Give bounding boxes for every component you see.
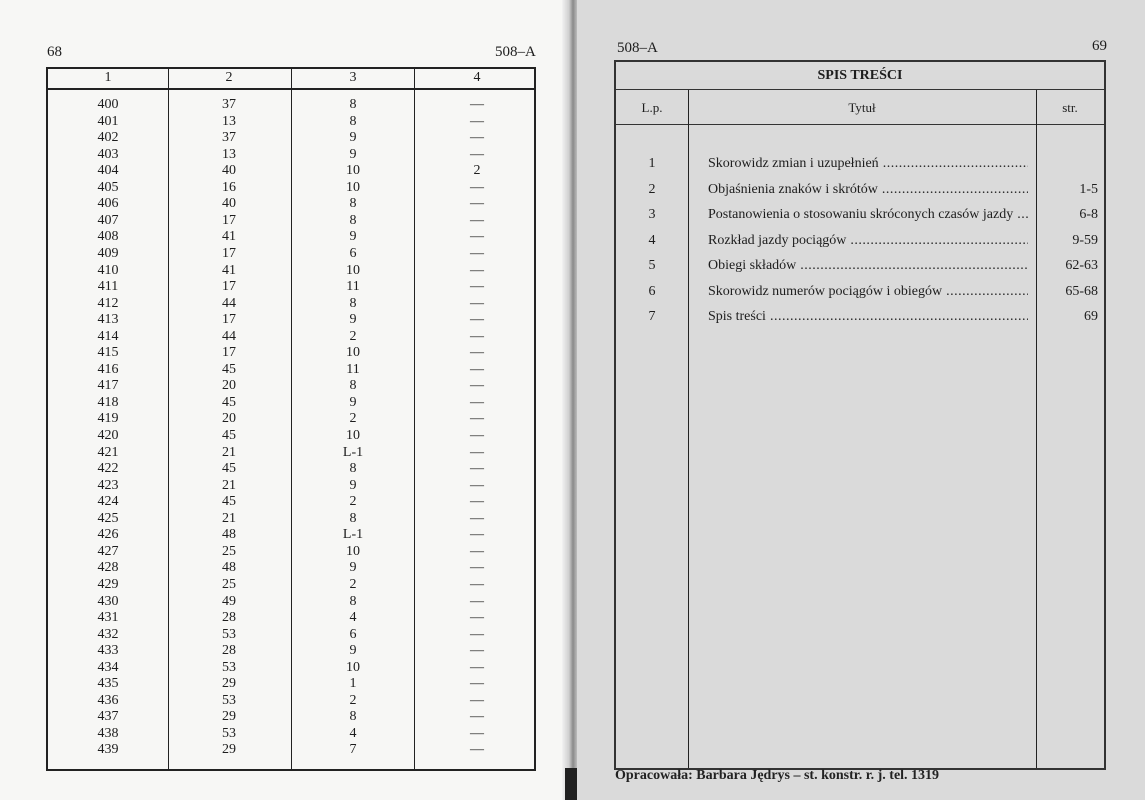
table-cell: — xyxy=(470,643,484,659)
right-header-ref: 508–A xyxy=(617,40,658,56)
table-cell: 8 xyxy=(349,97,357,112)
table-cell: 11 xyxy=(346,279,360,295)
toc-page-range: 9-59 xyxy=(1072,232,1098,248)
table-cell: 9 xyxy=(349,560,357,576)
table-cell: 2 xyxy=(349,494,357,510)
table-cell: 10 xyxy=(346,543,360,559)
table-cell: 9 xyxy=(349,146,357,162)
table-cell: 45 xyxy=(222,461,236,477)
toc-title: SPIS TREŚCI xyxy=(616,62,1104,90)
table-row xyxy=(48,560,534,577)
table-cell: — xyxy=(470,659,484,675)
table-cell: 17 xyxy=(222,312,236,328)
table-row xyxy=(48,544,534,561)
table-row xyxy=(48,693,534,710)
table-cell: 409 xyxy=(97,245,119,261)
table-cell: — xyxy=(470,378,484,394)
toc-row xyxy=(616,280,1104,305)
table-row xyxy=(48,742,534,759)
table-cell: 40 xyxy=(222,163,236,179)
table-row xyxy=(48,362,534,379)
table-cell: 408 xyxy=(97,229,119,245)
toc-number: 6 xyxy=(648,283,656,299)
table-cell: 17 xyxy=(222,245,236,261)
table-cell: 45 xyxy=(222,494,236,510)
table-cell: 406 xyxy=(97,196,119,212)
table-row xyxy=(48,411,534,428)
table-row xyxy=(48,296,534,313)
table-row xyxy=(48,263,534,280)
table-cell: — xyxy=(470,113,484,129)
table-cell: 45 xyxy=(222,428,236,443)
table-cell: 48 xyxy=(222,527,236,543)
table-cell: 25 xyxy=(222,576,236,592)
toc-page-range: 6-8 xyxy=(1079,207,1098,222)
table-cell: — xyxy=(470,527,484,543)
table-cell: 11 xyxy=(346,361,360,377)
table-cell: 422 xyxy=(97,461,119,477)
table-cell: 37 xyxy=(222,130,236,146)
table-row xyxy=(48,577,534,594)
table-cell: 21 xyxy=(222,510,236,526)
table-cell: 423 xyxy=(97,477,119,493)
table-cell: 10 xyxy=(346,659,360,675)
table-cell: 433 xyxy=(97,643,119,659)
table-cell: 20 xyxy=(222,411,236,427)
table-cell: 10 xyxy=(346,179,360,195)
table-cell: — xyxy=(470,328,484,344)
table-cell: 40 xyxy=(222,196,236,212)
toc-entry-title: Skorowidz numerów pociągów i obiegów ..... xyxy=(708,284,1028,300)
table-cell: 10 xyxy=(346,262,360,278)
toc-row xyxy=(616,254,1104,279)
table-cell: — xyxy=(470,146,484,162)
table-row xyxy=(48,461,534,478)
table-row xyxy=(48,726,534,743)
table-cell: — xyxy=(470,593,484,609)
table-row xyxy=(48,329,534,346)
table-row xyxy=(48,345,534,362)
table-cell: 4 xyxy=(349,610,357,626)
table-cell: 10 xyxy=(346,428,360,443)
table-cell: 2 xyxy=(349,576,357,592)
left-header-ref: 508–A xyxy=(495,44,536,60)
toc-entry-title: Spis treści ..... xyxy=(708,309,1028,325)
table-cell: 4 xyxy=(349,725,357,741)
table-cell: — xyxy=(470,229,484,245)
table-cell: 9 xyxy=(349,394,357,410)
table-cell: 403 xyxy=(97,146,119,162)
table-row xyxy=(48,114,534,131)
toc-page-range: 69 xyxy=(1084,309,1098,324)
table-cell: 6 xyxy=(349,626,357,642)
table-row xyxy=(48,478,534,495)
table-cell: 8 xyxy=(349,113,357,129)
table-cell: 418 xyxy=(97,394,119,410)
table-row xyxy=(48,445,534,462)
table-cell: 9 xyxy=(349,130,357,146)
table-cell: L-1 xyxy=(342,527,364,543)
table-cell: — xyxy=(470,312,484,328)
table-cell: 48 xyxy=(222,560,236,576)
table-row xyxy=(48,213,534,230)
table-row xyxy=(48,395,534,412)
table-cell: 13 xyxy=(222,113,236,129)
table-cell: 45 xyxy=(222,361,236,377)
table-cell: 17 xyxy=(222,212,236,228)
table-cell: 8 xyxy=(349,295,357,311)
table-cell: 405 xyxy=(97,179,119,195)
column-header-3: 3 xyxy=(349,70,357,85)
table-cell: 8 xyxy=(349,196,357,212)
table-row xyxy=(48,130,534,147)
table-cell: 29 xyxy=(222,742,236,758)
toc-row xyxy=(616,203,1104,228)
table-cell: 407 xyxy=(97,212,119,228)
table-cell: 8 xyxy=(349,593,357,609)
table-cell: — xyxy=(470,196,484,212)
table-cell: — xyxy=(470,510,484,526)
table-cell: — xyxy=(470,709,484,725)
table-cell: — xyxy=(470,262,484,278)
table-cell: 421 xyxy=(97,444,119,460)
table-of-contents xyxy=(614,60,1106,770)
toc-entry-title: Obiegi składów ..... xyxy=(708,258,1028,274)
table-cell: 8 xyxy=(349,212,357,228)
toc-number: 2 xyxy=(648,181,656,197)
table-cell: 6 xyxy=(349,245,357,261)
table-cell: 434 xyxy=(97,659,119,675)
table-cell: 438 xyxy=(97,725,119,741)
column-header-4: 4 xyxy=(473,70,481,85)
table-cell: 410 xyxy=(97,262,119,278)
table-row xyxy=(48,279,534,296)
table-cell: — xyxy=(470,543,484,559)
table-cell: — xyxy=(470,725,484,741)
table-cell: 41 xyxy=(222,262,236,278)
table-cell: — xyxy=(470,494,484,510)
table-cell: 45 xyxy=(222,394,236,410)
table-row xyxy=(48,97,534,114)
table-cell: 404 xyxy=(97,163,119,179)
table-cell: — xyxy=(470,560,484,576)
table-cell: — xyxy=(470,212,484,228)
table-cell: 53 xyxy=(222,692,236,708)
toc-page-range: 65-68 xyxy=(1065,283,1098,299)
table-row xyxy=(48,163,534,180)
table-cell: 21 xyxy=(222,444,236,460)
table-row xyxy=(48,229,534,246)
table-cell: 41 xyxy=(222,229,236,245)
table-cell: 401 xyxy=(97,113,119,129)
table-row xyxy=(48,709,534,726)
table-row xyxy=(48,494,534,511)
table-cell: 425 xyxy=(97,510,119,526)
toc-number: 3 xyxy=(648,207,656,222)
train-number-table xyxy=(46,67,536,771)
table-row xyxy=(48,312,534,329)
toc-entry-title: Postanowienia o stosowaniu skróconych czasów jazdy ..... xyxy=(708,207,1028,223)
table-cell: — xyxy=(470,477,484,493)
table-cell: 431 xyxy=(97,610,119,626)
table-cell: 21 xyxy=(222,477,236,493)
table-cell: 9 xyxy=(349,477,357,493)
table-cell: — xyxy=(470,361,484,377)
table-cell: — xyxy=(470,97,484,112)
table-cell: 8 xyxy=(349,461,357,477)
toc-number: 7 xyxy=(648,309,656,324)
table-cell: 416 xyxy=(97,361,119,377)
lp-header: L.p. xyxy=(641,100,663,115)
table-cell: 28 xyxy=(222,643,236,659)
table-row xyxy=(48,147,534,164)
table-cell: 7 xyxy=(349,742,357,758)
right-page-number: 69 xyxy=(1092,38,1107,54)
right-page xyxy=(577,0,1145,800)
table-row xyxy=(48,610,534,627)
table-cell: 436 xyxy=(97,692,119,708)
table-cell: 412 xyxy=(97,295,119,311)
toc-row xyxy=(616,152,1104,177)
table-cell: 49 xyxy=(222,593,236,609)
table-cell: 28 xyxy=(222,610,236,626)
table-row xyxy=(48,627,534,644)
table-row xyxy=(48,676,534,693)
table-cell: 8 xyxy=(349,378,357,394)
column-header-2: 2 xyxy=(225,70,233,85)
table-cell: 53 xyxy=(222,626,236,642)
toc-number: 4 xyxy=(648,232,656,248)
table-cell: — xyxy=(470,130,484,146)
table-cell: 17 xyxy=(222,279,236,295)
table-cell: 25 xyxy=(222,543,236,559)
table-cell: 9 xyxy=(349,229,357,245)
table-cell: 37 xyxy=(222,97,236,112)
table-cell: 427 xyxy=(97,543,119,559)
table-row xyxy=(48,527,534,544)
table-cell: 8 xyxy=(349,709,357,725)
toc-row xyxy=(616,178,1104,203)
table-cell: — xyxy=(470,279,484,295)
table-cell: — xyxy=(470,742,484,758)
toc-row xyxy=(616,305,1104,330)
page-header: str. xyxy=(1062,100,1078,115)
table-cell: 415 xyxy=(97,345,119,361)
table-cell: 44 xyxy=(222,328,236,344)
table-cell: 428 xyxy=(97,560,119,576)
table-cell: — xyxy=(470,461,484,477)
table-row xyxy=(48,428,534,445)
table-cell: — xyxy=(470,345,484,361)
title-header: Tytuł xyxy=(848,100,876,115)
table-cell: 429 xyxy=(97,576,119,592)
compiler-footer: Opracowała: Barbara Jędrys – st. konstr. r. j. tel. 1319 xyxy=(615,768,940,783)
table-cell: 2 xyxy=(349,411,357,427)
table-cell: — xyxy=(470,245,484,261)
table-cell: 13 xyxy=(222,146,236,162)
table-cell: 53 xyxy=(222,659,236,675)
table-row xyxy=(48,378,534,395)
table-row xyxy=(48,246,534,263)
left-page-number: 68 xyxy=(47,44,62,60)
table-cell: — xyxy=(470,576,484,592)
toc-entry-title: Skorowidz zmian i uzupełnień ..... xyxy=(708,156,1028,172)
table-cell: 9 xyxy=(349,643,357,659)
table-row xyxy=(48,594,534,611)
table-cell: — xyxy=(470,179,484,195)
table-cell: 430 xyxy=(97,593,119,609)
table-cell: 29 xyxy=(222,709,236,725)
table-cell: 10 xyxy=(346,163,360,179)
table-cell: — xyxy=(470,411,484,427)
toc-row xyxy=(616,229,1104,254)
toc-number: 1 xyxy=(648,156,656,171)
table-cell: — xyxy=(470,295,484,311)
toc-entry-title: Objaśnienia znaków i skrótów ..... xyxy=(708,182,1028,198)
table-cell: 435 xyxy=(97,676,119,692)
table-cell: 419 xyxy=(97,411,119,427)
table-cell: 400 xyxy=(97,97,119,112)
table-cell: 2 xyxy=(349,328,357,344)
toc-page-range: 62-63 xyxy=(1065,258,1098,273)
table-row xyxy=(48,511,534,528)
table-cell: 1 xyxy=(349,676,357,692)
table-cell: — xyxy=(470,626,484,642)
table-cell: 439 xyxy=(97,742,119,758)
column-header-1: 1 xyxy=(104,70,112,85)
table-cell: 414 xyxy=(97,328,119,344)
table-cell: 426 xyxy=(97,527,119,543)
table-cell: 10 xyxy=(346,345,360,361)
table-cell: 2 xyxy=(473,163,481,179)
left-page xyxy=(0,0,572,800)
table-cell: 44 xyxy=(222,295,236,311)
table-cell: 411 xyxy=(97,279,119,295)
table-cell: 437 xyxy=(97,709,119,725)
table-cell: 29 xyxy=(222,676,236,692)
table-cell: 8 xyxy=(349,510,357,526)
table-row xyxy=(48,643,534,660)
table-cell: — xyxy=(470,394,484,410)
table-cell: 2 xyxy=(349,692,357,708)
table-cell: 20 xyxy=(222,378,236,394)
toc-number: 5 xyxy=(648,258,656,273)
table-cell: L-1 xyxy=(342,444,364,460)
toc-page-range: 1-5 xyxy=(1079,181,1098,197)
table-cell: 424 xyxy=(97,494,119,510)
table-cell: — xyxy=(470,428,484,443)
table-cell: — xyxy=(470,444,484,460)
table-cell: — xyxy=(470,676,484,692)
table-cell: — xyxy=(470,610,484,626)
table-cell: 420 xyxy=(97,428,119,443)
table-cell: 9 xyxy=(349,312,357,328)
table-cell: 432 xyxy=(97,626,119,642)
table-cell: 16 xyxy=(222,179,236,195)
table-cell: — xyxy=(470,692,484,708)
table-cell: 53 xyxy=(222,725,236,741)
toc-header-row xyxy=(616,90,1104,125)
table-cell: 402 xyxy=(97,130,119,146)
toc-entry-title: Rozkład jazdy pociągów ..... xyxy=(708,233,1028,249)
table-cell: 417 xyxy=(97,378,119,394)
table-row xyxy=(48,180,534,197)
table-row xyxy=(48,196,534,213)
table-cell: 413 xyxy=(97,312,119,328)
table-cell: 17 xyxy=(222,345,236,361)
table-row xyxy=(48,660,534,677)
